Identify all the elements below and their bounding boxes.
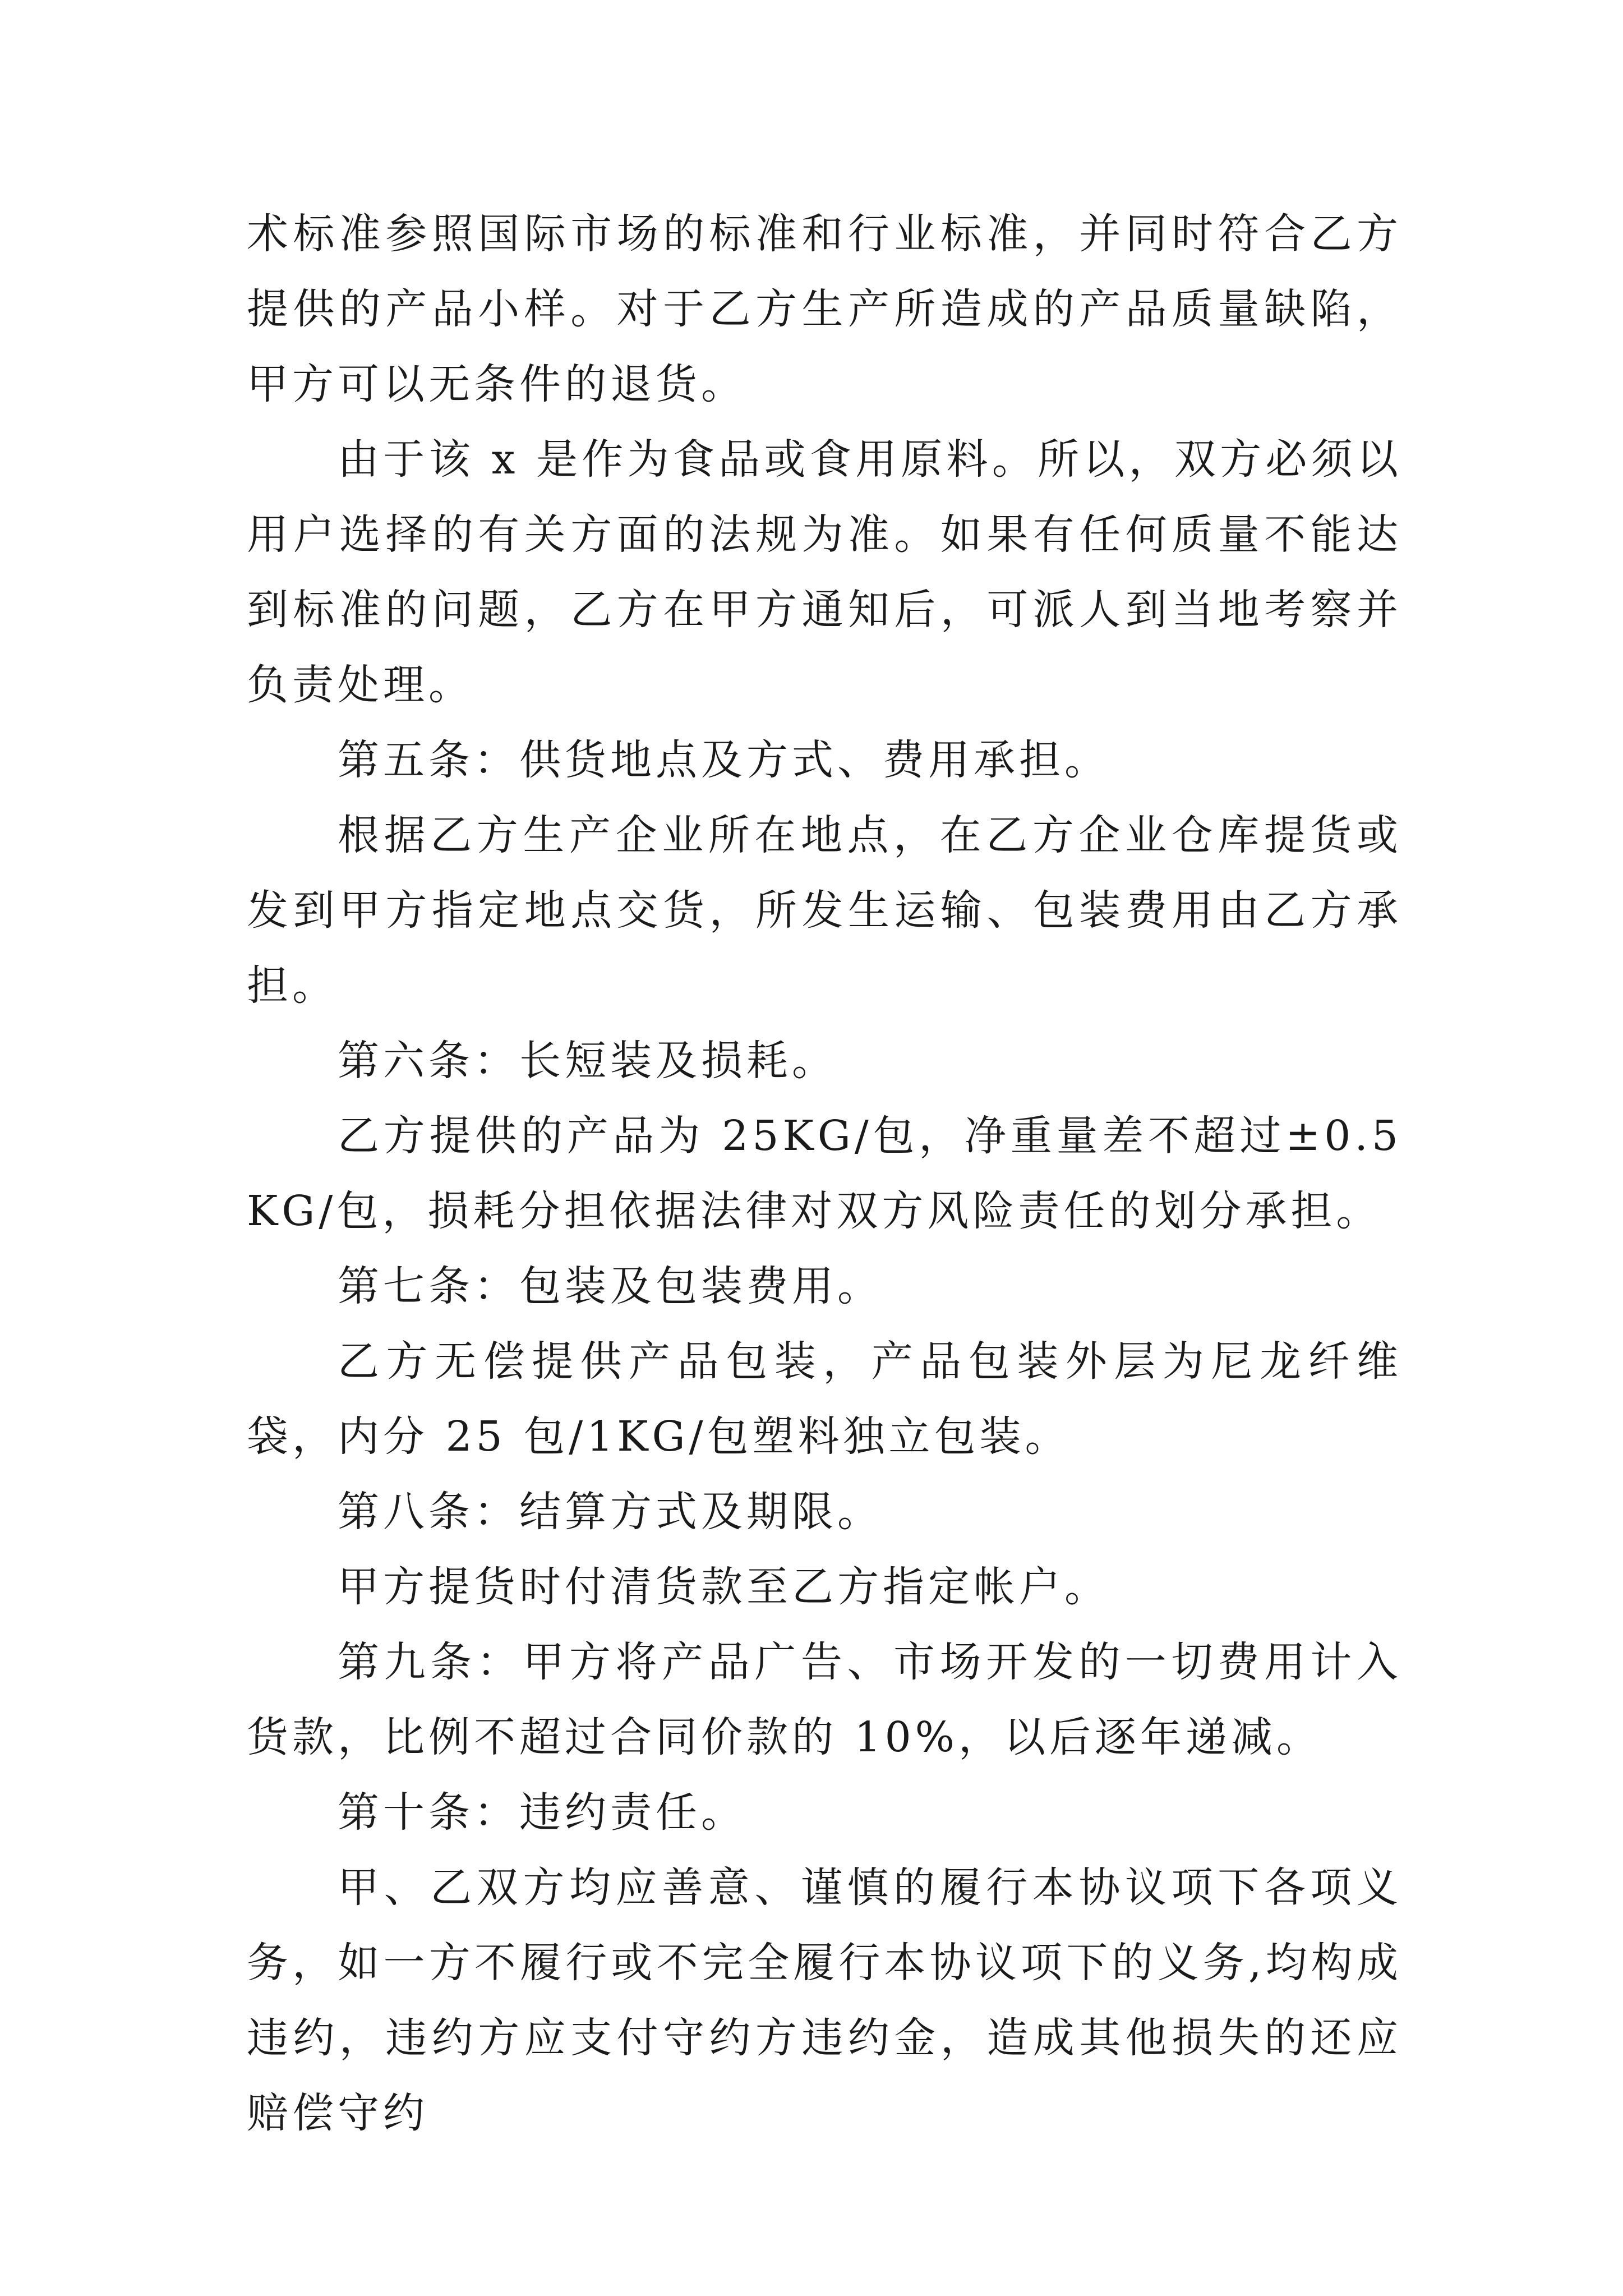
heading-article-5: 第五条：供货地点及方式、费用承担。	[338, 736, 1110, 784]
paragraph-article-10: 甲、乙双方均应善意、谨慎的履行本协议项下各项义务，如一方不履行或不完全履行本协议项下的义务,均构成违约，违约方应支付守约方违约金，造成其他损失的还应赔偿守约	[247, 1864, 1402, 2137]
paragraph-article-6: 乙方提供的产品为 25KG/包，净重量差不超过±0.5KG/包，损耗分担依据法律对双方风险责任的划分承担。	[247, 1112, 1402, 1235]
heading-article-6: 第六条：长短装及损耗。	[338, 1037, 837, 1085]
paragraph-article-9: 第九条：甲方将产品广告、市场开发的一切费用计入货款，比例不超过合同价款的 10%，以后逐年递减。	[247, 1638, 1402, 1761]
heading-article-10: 第十条：违约责任。	[338, 1788, 746, 1837]
heading-article-8: 第八条：结算方式及期限。	[338, 1488, 883, 1536]
paragraph-article-8: 甲方提货时付清货款至乙方指定帐户。	[338, 1563, 1110, 1611]
paragraph-article-7: 乙方无偿提供产品包装，产品包装外层为尼龙纤维袋，内分 25 包/1KG/包塑料独立包装。	[247, 1337, 1402, 1461]
heading-article-7: 第七条：包装及包装费用。	[338, 1262, 883, 1310]
paragraph-article-5: 根据乙方生产企业所在地点，在乙方企业仓库提货或发到甲方指定地点交货，所发生运输、包装费用由乙方承担。	[247, 811, 1402, 1010]
paragraph-quality-standards: 术标准参照国际市场的标准和行业标准，并同时符合乙方提供的产品小样。对于乙方生产所造成的产品质量缺陷，甲方可以无条件的退货。	[247, 210, 1402, 408]
paragraph-food-regulations: 由于该 x 是作为食品或食用原料。所以，双方必须以用户选择的有关方面的法规为准。如果有任何质量不能达到标准的问题，乙方在甲方通知后，可派人到当地考察并负责处理。	[247, 435, 1402, 709]
document-body	[247, 196, 1402, 2151]
